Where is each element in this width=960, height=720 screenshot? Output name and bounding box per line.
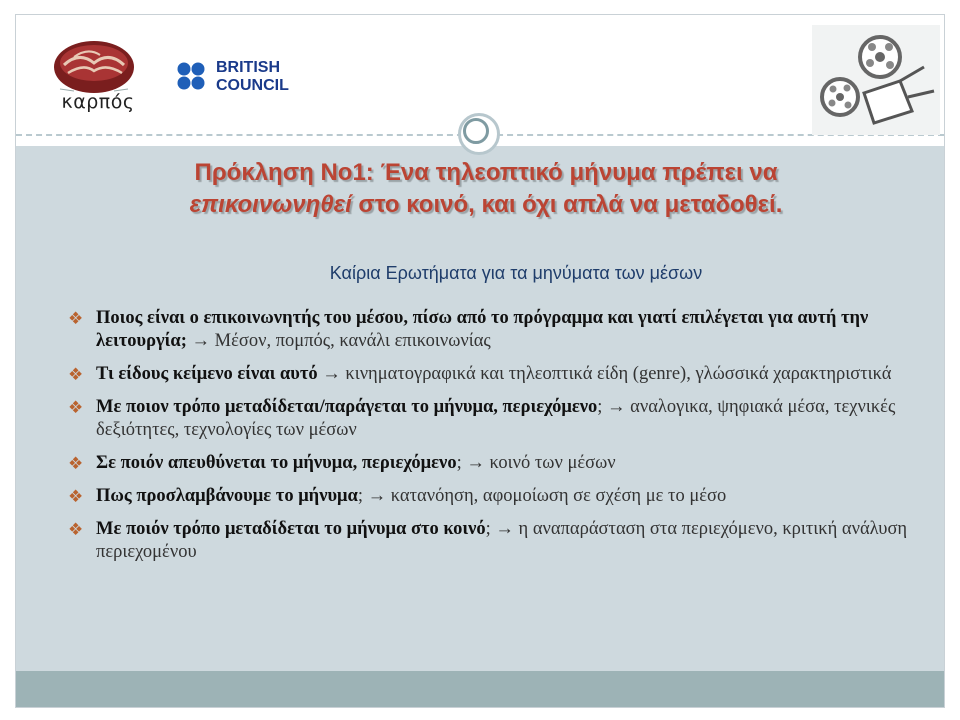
slide — [15, 14, 945, 708]
list-item: ❖ Ποιος είναι ο επικοινωνητής του μέσου, πίσω από το πρόγραμμα και γιατί επιλέγεται για αυτή την λειτουργία; → Μέσον, πομπός, κανάλι επικοινωνίας — [68, 308, 869, 351]
diamond-bullet-icon: ❖ — [68, 365, 84, 384]
circle-ornament-icon — [458, 113, 500, 155]
film-reel-icon — [812, 25, 940, 135]
diamond-bullet-icon: ❖ — [68, 398, 84, 417]
list-item: ❖ Τι είδους κείμενο είναι αυτό → κινηματογραφικά και τηλεοπτικά είδη (genre), γλώσσικά χαρακτηριστικά — [68, 364, 892, 384]
diamond-bullet-icon: ❖ — [68, 454, 84, 473]
slide-title: Πρόκληση Νο1: Ένα τηλεοπτικό μήνυμα πρέπει να επικοινωνηθεί στο κοινό, και όχι απλά να μεταδοθεί. — [189, 159, 783, 218]
karpos-logo-text: καρπός — [61, 91, 135, 113]
list-item: ❖ Με ποιόν τρόπο μεταδίδεται το μήνυμα στο κοινό; → η αναπαράσταση στα περιεχόμενο, κριτική ανάλυση περιεχομένου — [68, 519, 908, 562]
list-item: ❖ Πως προσλαμβάνουμε το μήνυμα; → κατανόηση, αφομοίωση σε σχέση με το μέσο — [68, 486, 727, 506]
british-council-dots-icon — [176, 61, 210, 95]
footer-band — [16, 671, 944, 707]
diamond-bullet-icon: ❖ — [68, 487, 84, 506]
slide-subtitle: Καίρια Ερωτήματα για τα μηνύματα των μέσων — [329, 263, 703, 283]
title-italic-word: επικοινωνηθεί — [189, 191, 352, 218]
list-item: ❖ Με ποιον τρόπο μεταδίδεται/παράγεται το μήνυμα, περιεχόμενο; → αναλογικα, ψηφιακά μέσα, τεχνικές δεξιότητες, τεχνολογίες των μέσων — [68, 397, 896, 440]
list-item: ❖ Σε ποιόν απευθύνεται το μήνυμα, περιεχόμενο; → κοινό των μέσων — [68, 453, 616, 473]
question-list — [64, 307, 934, 574]
diamond-bullet-icon: ❖ — [68, 309, 84, 328]
film-reel-clipart — [812, 25, 940, 135]
diamond-bullet-icon: ❖ — [68, 520, 84, 539]
british-council-text: BRITISH COUNCIL — [216, 59, 289, 94]
